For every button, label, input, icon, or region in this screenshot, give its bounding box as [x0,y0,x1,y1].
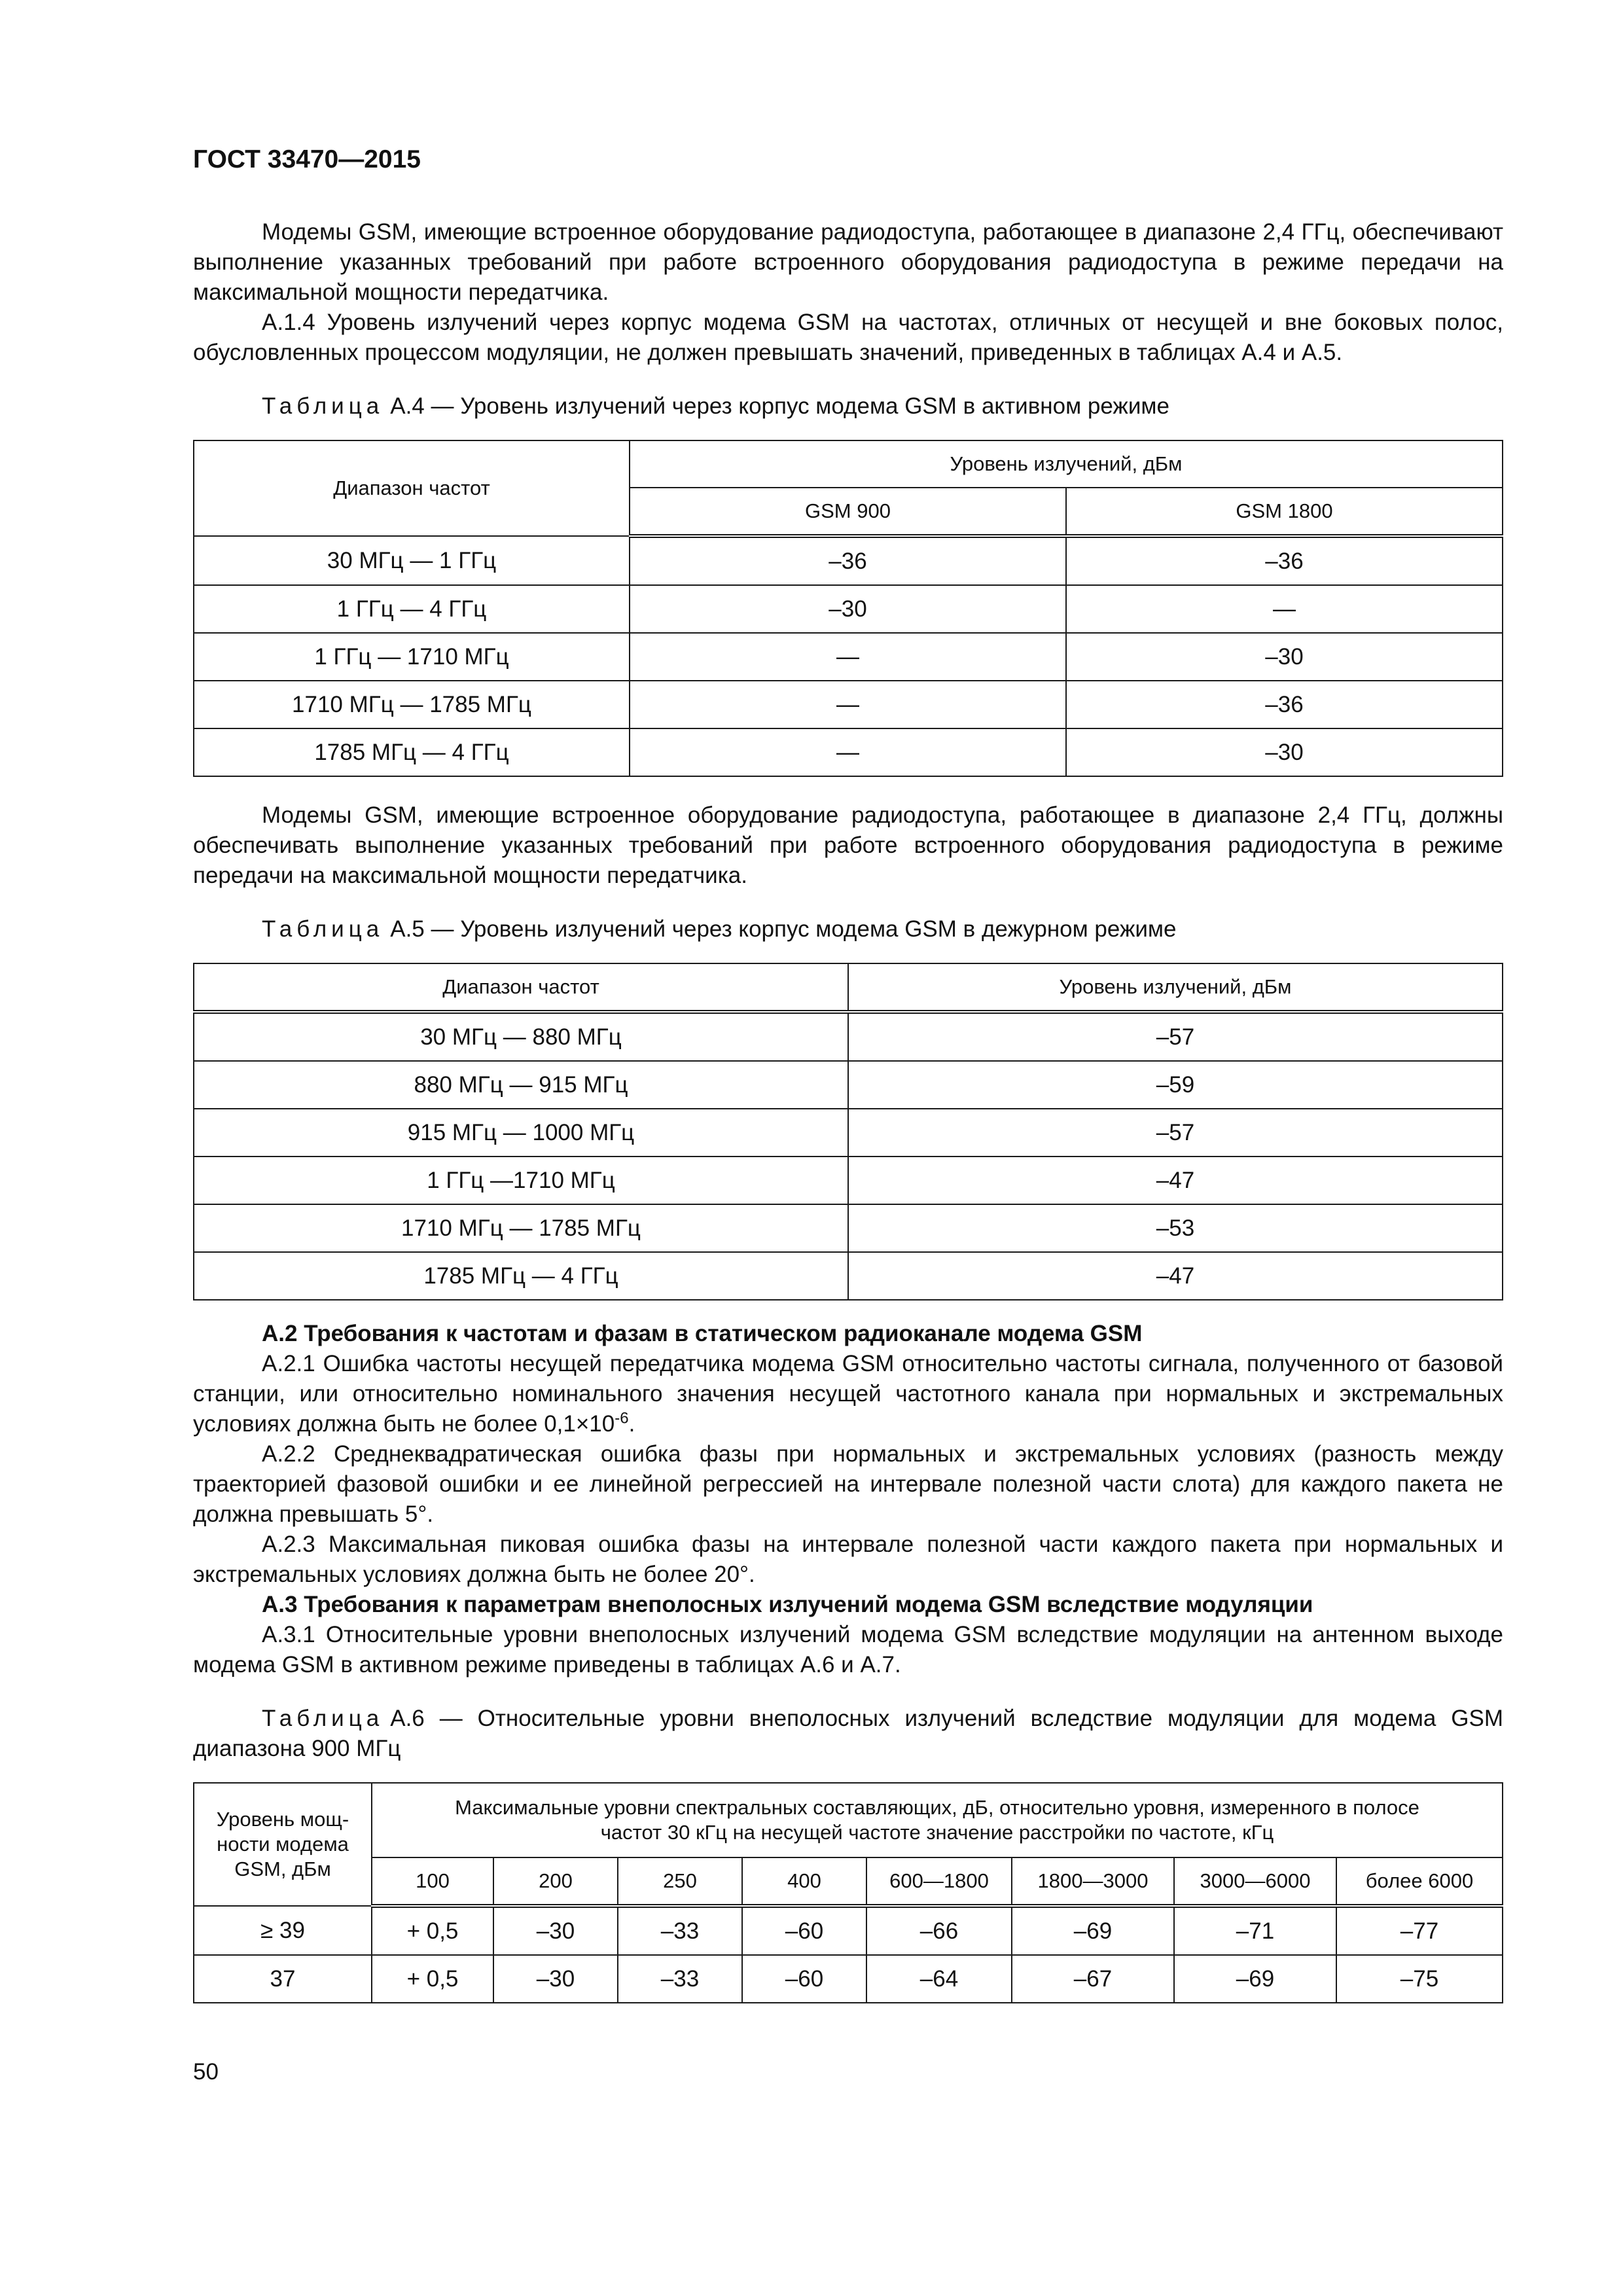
paragraph-end: . [628,1411,635,1437]
column-header-range: Диапазон частот [194,440,630,536]
paragraph-text: А.2.1 Ошибка частоты несущей передатчика модема GSM относительно частоты сигнала, полученного от базовой станции, или относительно номинального значения несущей частотного канала при нормальных и экстремальных условиях должна быть не более 0,1×10 [193,1351,1503,1437]
column-header-offset: 250 [618,1857,742,1906]
document-header: ГОСТ 33470—2015 [193,145,421,173]
column-header-power [194,1783,372,1906]
table-cell: –36 [1066,681,1503,728]
table-cell: 880 МГц — 915 МГц [194,1061,848,1109]
table-cell: –60 [742,1955,866,2003]
paragraph: Модемы GSM, имеющие встроенное оборудование радиодоступа, работающее в диапазоне 2,4 ГГц, обеспечивают выполнение указанных требований при работе встроенного оборудования радиодоступа в режиме передачи на максимальной мощности передатчика. [193,219,1503,305]
table-cell: 1710 МГц — 1785 МГц [194,1204,848,1252]
paragraph: А.3.1 Относительные уровни внеполосных излучений модема GSM вследствие модуляции на антенном выходе модема GSM в активном режиме приведены в таблицах А.6 и А.7. [193,1622,1503,1677]
table-caption-a5 [193,914,1503,944]
table-row [194,1109,1503,1157]
table-cell: — [630,633,1066,681]
header-line: ности модема [217,1833,349,1856]
header-line: GSM, дБм [234,1857,331,1880]
table-cell: 1785 МГц — 4 ГГц [194,728,630,776]
table-cell: –47 [848,1157,1503,1204]
table-a6 [193,1782,1503,2003]
table-cell: –33 [618,1906,742,1955]
table-row [194,728,1503,776]
column-header-gsm900: GSM 900 [630,488,1066,536]
table-cell: –77 [1336,1906,1503,1955]
table-cell: 30 МГц — 1 ГГц [194,536,630,585]
paragraph: Модемы GSM, имеющие встроенное оборудование радиодоступа, работающее в диапазоне 2,4 ГГц, должны обеспечивать выполнение указанных требований при работе встроенного оборудования радиодоступа в режиме передачи на максимальной мощности передатчика. [193,802,1503,888]
table-row [194,1204,1503,1252]
table-cell: –64 [866,1955,1012,2003]
table-cell: 30 МГц — 880 МГц [194,1012,848,1061]
table-row [194,1955,1503,2003]
column-header-max-levels [372,1783,1503,1857]
table-cell: –47 [848,1252,1503,1300]
table-caption-a6 [193,1704,1503,1764]
table-cell: –30 [1066,728,1503,776]
table-cell: ≥ 39 [194,1906,372,1955]
table-cell: –33 [618,1955,742,2003]
paragraph: А.2.3 Максимальная пиковая ошибка фазы на интервале полезной части каждого пакета при нормальных и экстремальных условиях должна быть не более 20°. [193,1532,1503,1587]
table-cell: 37 [194,1955,372,2003]
page-number: 50 [193,2059,219,2085]
table-a5 [193,963,1503,1300]
table-cell: –60 [742,1906,866,1955]
table-cell: 1 ГГц — 1710 МГц [194,633,630,681]
table-row [194,1252,1503,1300]
table-cell: –57 [848,1109,1503,1157]
table-caption-label: Таблица [262,393,384,419]
table-cell: –36 [630,536,1066,585]
table-cell: –71 [1174,1906,1336,1955]
paragraph: А.2.2 Среднеквадратическая ошибка фазы при нормальных и экстремальных условиях (разность между траекторией фазовой ошибки и ее линейной регрессией на интервале полезной части слота) для каждого пакета не должна превышать 5°. [193,1441,1503,1527]
paragraph-a21 [193,1349,1503,1439]
table-cell: 1 ГГц —1710 МГц [194,1157,848,1204]
column-header-offset: более 6000 [1336,1857,1503,1906]
table-row [194,681,1503,728]
table-row [194,1012,1503,1061]
table-cell: –57 [848,1012,1503,1061]
table-caption-label: Таблица [262,1706,384,1731]
table-cell: –36 [1066,536,1503,585]
table-cell: + 0,5 [372,1906,493,1955]
column-header-range: Диапазон частот [194,963,848,1012]
table-cell: –66 [866,1906,1012,1955]
table-cell: –30 [493,1906,618,1955]
table-cell: –69 [1174,1955,1336,2003]
header-line: Уровень мощ- [216,1808,349,1831]
table-cell: 1710 МГц — 1785 МГц [194,681,630,728]
table-cell: — [630,728,1066,776]
page-content [193,217,1503,2003]
table-cell: + 0,5 [372,1955,493,2003]
table-caption-a4 [193,391,1503,422]
section-title-a2: А.2 Требования к частотам и фазам в статическом радиоканале модема GSM [262,1321,1143,1346]
table-cell: –75 [1336,1955,1503,2003]
table-cell: –30 [630,585,1066,633]
table-row [194,1061,1503,1109]
table-cell: — [630,681,1066,728]
table-cell: –53 [848,1204,1503,1252]
column-header-level: Уровень излучений, дБм [630,440,1503,488]
column-header-offset: 600—1800 [866,1857,1012,1906]
column-header-offset: 3000—6000 [1174,1857,1336,1906]
column-header-offset: 200 [493,1857,618,1906]
table-cell: –59 [848,1061,1503,1109]
exponent: -6 [615,1409,629,1427]
section-title-a3: А.3 Требования к параметрам внеполосных излучений модема GSM вследствие модуляции [262,1592,1313,1617]
table-cell: 1 ГГц — 4 ГГц [194,585,630,633]
column-header-offset: 100 [372,1857,493,1906]
table-caption-label: Таблица [262,916,384,942]
table-cell: –30 [1066,633,1503,681]
column-header-offset: 1800—3000 [1012,1857,1174,1906]
table-row [194,633,1503,681]
table-cell: 1785 МГц — 4 ГГц [194,1252,848,1300]
table-cell: 915 МГц — 1000 МГц [194,1109,848,1157]
header-line: Максимальные уровни спектральных составляющих, дБ, относительно уровня, измеренного в полосе [455,1796,1419,1819]
table-cell: –30 [493,1955,618,2003]
paragraph: А.1.4 Уровень излучений через корпус модема GSM на частотах, отличных от несущей и вне боковых полос, обусловленных процессом модуляции, не должен превышать значений, приведенных в таблицах А.4 и А.5. [193,310,1503,365]
column-header-gsm1800: GSM 1800 [1066,488,1503,536]
table-row [194,585,1503,633]
table-caption-text: А.4 — Уровень излучений через корпус модема GSM в активном режиме [390,393,1169,419]
table-row [194,1157,1503,1204]
header-line: частот 30 кГц на несущей частоте значение расстройки по частоте, кГц [600,1821,1274,1844]
table-row [194,1906,1503,1955]
table-row [194,536,1503,585]
column-header-level: Уровень излучений, дБм [848,963,1503,1012]
column-header-offset: 400 [742,1857,866,1906]
table-caption-text: А.5 — Уровень излучений через корпус модема GSM в дежурном режиме [390,916,1177,942]
table-a4 [193,440,1503,777]
table-cell: –69 [1012,1906,1174,1955]
table-cell: –67 [1012,1955,1174,2003]
table-caption-text: А.6 — Относительные уровни внеполосных излучений вследствие модуляции для модема GSM диапазона 900 МГц [193,1706,1503,1761]
table-cell: — [1066,585,1503,633]
